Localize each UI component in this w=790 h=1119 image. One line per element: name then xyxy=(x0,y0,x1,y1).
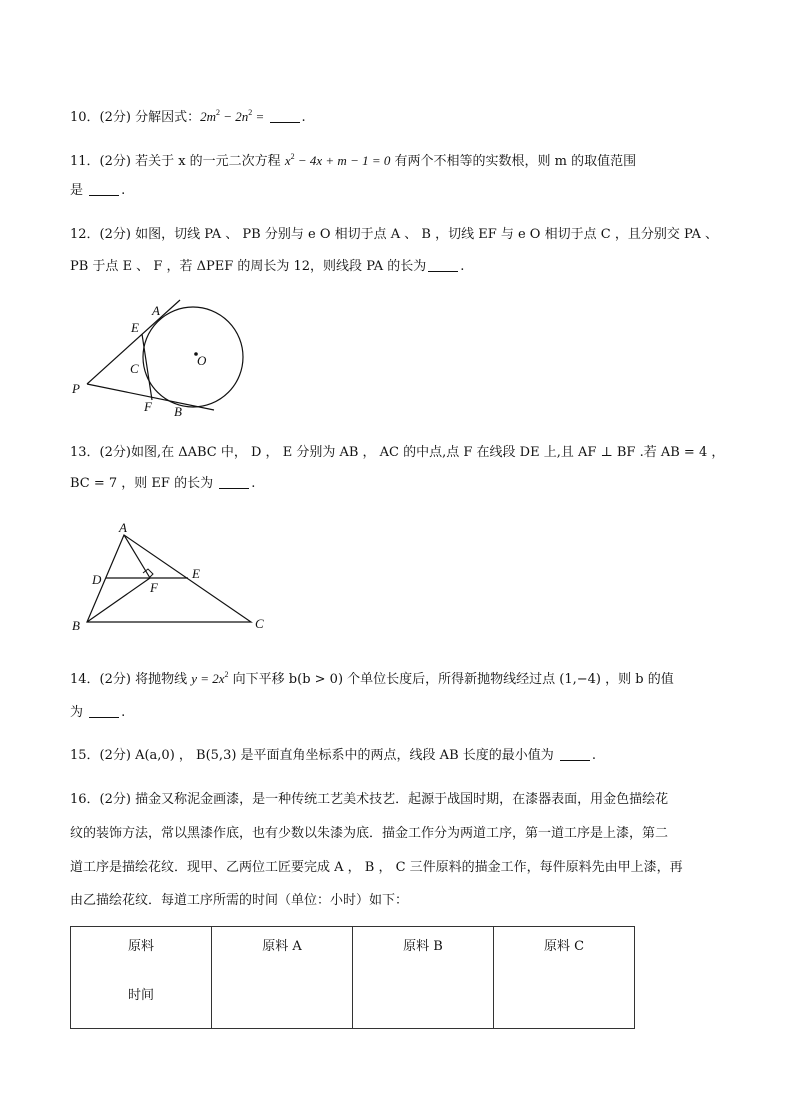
answer-blank xyxy=(428,259,458,272)
label-c: C xyxy=(255,616,264,631)
question-15: 15．(2分) A(a,0) ， B(5,3) 是平面直角坐标系中的两点，线段 AB 长度的最小值为 . xyxy=(70,748,597,763)
label-a: A xyxy=(119,520,127,535)
question-14: 14．(2分) 将抛物线 $y = 2x^2$ 向下平移 b(b > 0) 个单位长度后，所得新抛物线经过点 (1,−4) ，则 b 的值 xyxy=(70,670,674,687)
answer-blank xyxy=(219,476,249,489)
table-header-cell: 原料 B xyxy=(353,927,494,1029)
question-16-line3: 道工序是描绘花纹．现甲、乙两位工匠要完成 A ， B ， C 三件原料的描金工作，每件原料先由甲上漆，再 xyxy=(70,860,683,875)
table-header-cell: 原料 时间 xyxy=(71,927,212,1029)
question-10: 10．(2分) 分解因式：$2m^2 - 2n^2$ = . xyxy=(70,108,306,125)
q13-triangle-figure xyxy=(70,518,270,633)
label-d: D xyxy=(92,572,102,587)
q12-tangent-circle-figure xyxy=(60,290,260,420)
label-e: E xyxy=(131,320,139,335)
circle-o xyxy=(143,307,243,407)
label-f: F xyxy=(150,580,158,595)
question-11: 11．(2分) 若关于 x 的一元二次方程 $x^2 - 4x + m - 1 = 0$ 有两个不相等的实数根，则 m 的取值范围 xyxy=(70,152,637,169)
q10-expression: $2m^2 - 2n^2$ = xyxy=(200,108,268,124)
label-o: O xyxy=(197,353,207,368)
table-header-row xyxy=(71,927,635,1029)
question-14-line2: 为 . xyxy=(70,705,126,720)
table-header-cell: 原料 C xyxy=(494,927,635,1029)
label-f: F xyxy=(144,399,152,414)
segment-af xyxy=(124,535,150,578)
label-a: A xyxy=(152,303,160,318)
answer-blank xyxy=(270,110,300,123)
q10-text: 10．(2分) 分解因式： xyxy=(70,110,201,125)
label-e: E xyxy=(192,566,200,581)
question-12: 12．(2分) 如图，切线 PA 、 PB 分别与 e O 相切于点 A 、 B ，切线 EF 与 e O 相切于点 C ，且分别交 PA 、 xyxy=(70,227,719,242)
answer-blank xyxy=(89,705,119,718)
question-16-line4: 由乙描绘花纹．每道工序所需的时间（单位：小时）如下： xyxy=(70,893,409,908)
q11-text: 11．(2分) 若关于 x 的一元二次方程 xyxy=(70,154,285,169)
question-12-line2: PB 于点 E 、 F ，若 ΔPEF 的周长为 12，则线段 PA 的长为 . xyxy=(70,259,465,274)
question-16: 16．(2分) 描金又称泥金画漆，是一种传统工艺美术技艺．起源于战国时期，在漆器表面，用金色描绘花 xyxy=(70,792,669,807)
question-11-line2: 是 . xyxy=(70,183,126,198)
question-13-line2: BC = 7 ，则 EF 的长为 . xyxy=(70,476,256,491)
label-b: B xyxy=(72,618,80,633)
process-time-table xyxy=(70,926,635,1029)
label-p: P xyxy=(72,381,80,396)
q14-parabola: $y = 2x^2$ xyxy=(191,670,229,686)
answer-blank xyxy=(89,183,119,196)
q14-text: 14．(2分) 将抛物线 xyxy=(70,672,192,687)
table-header-cell: 原料 A xyxy=(212,927,353,1029)
question-16-line2: 纹的装饰方法，常以黑漆作底，也有少数以朱漆为底．描金工作分为两道工序，第一道工序是上漆，第二 xyxy=(70,826,669,841)
label-b: B xyxy=(174,404,182,419)
q11-equation: $x^2 - 4x + m - 1 = 0$ xyxy=(284,152,391,168)
label-c: C xyxy=(130,361,139,376)
answer-blank xyxy=(560,748,590,761)
question-13: 13．(2分)如图,在 ΔABC 中， D ， E 分别为 AB ， AC 的中点,点 F 在线段 DE 上,且 AF ⊥ BF .若 AB = 4 ， xyxy=(70,445,725,460)
